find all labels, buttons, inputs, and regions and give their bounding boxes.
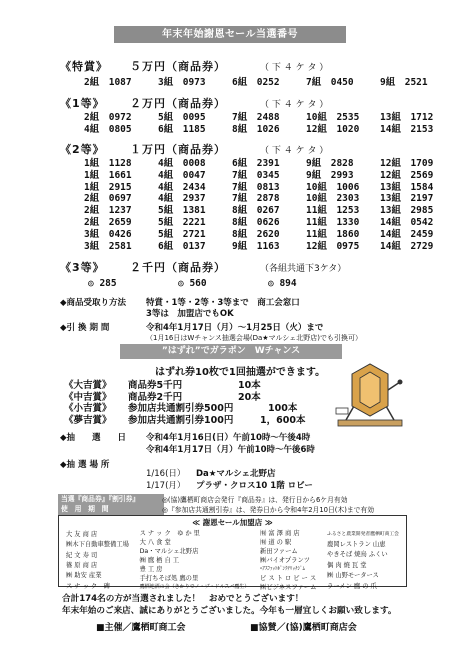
winning-number: 11組 1330 <box>306 216 360 228</box>
winning-number: 7組 0345 <box>232 169 280 181</box>
winning-number: 9組 2993 <box>306 169 354 181</box>
winning-number: 7組 2878 <box>232 193 280 205</box>
store-name: 手打ちそば処 鷹の里 <box>139 575 199 582</box>
wchance-banner: ”はずれ”でガラポン Wチャンス <box>120 344 342 359</box>
thanks-line-1: 合計174名の方が当選されました！ おめでとうございます！ <box>62 594 304 604</box>
winning-number: 2組 0972 <box>84 112 132 123</box>
prize-note: （各組共通下3ケタ） <box>260 264 347 274</box>
winning-number: 2組 1087 <box>84 77 132 88</box>
winning-number: 11組 1253 <box>306 205 360 217</box>
prize-2-heading <box>60 141 328 157</box>
wchance-prize: 《大吉賞》 商品券5千円 10本 <box>64 380 261 391</box>
winning-number: 8組 1026 <box>232 123 280 135</box>
winning-number: 4組 0805 <box>84 123 132 135</box>
winning-number: 1組 2915 <box>84 181 132 193</box>
store-name: ﾍｱｽﾌｧｯﾄﾎﾟﾝｸﾁﾘｯﾁｼﾞﾑ <box>260 565 306 572</box>
winning-number: 2組 0697 <box>84 193 132 205</box>
winning-number: ◎ 285 <box>88 278 117 289</box>
validity-label-line: 使 用 期 間 <box>61 504 109 513</box>
winning-number: 4組 2434 <box>158 181 206 193</box>
prize-rank: 《3等》 <box>60 261 105 274</box>
store-name: ス ナ ッ ク ゆ か 里 <box>139 530 200 537</box>
winning-number: 5組 2221 <box>158 216 206 228</box>
validity-notes <box>162 495 374 515</box>
member-stores-title: ≪ 謝恩セール加盟店 ≫ <box>192 518 273 527</box>
number-row <box>84 217 454 229</box>
winning-number: 8組 2620 <box>232 228 280 240</box>
number-row <box>84 229 454 241</box>
prize-2-numbers <box>84 158 454 252</box>
winning-number: 13組 2197 <box>380 193 434 205</box>
winning-number: 7組 0813 <box>232 181 280 193</box>
winning-number: 5組 0095 <box>158 112 206 123</box>
winning-number: 13組 2985 <box>380 205 434 217</box>
number-row <box>84 124 454 136</box>
winning-number: 13組 1584 <box>380 181 434 193</box>
draw-place-label: ◆抽 選 場 所 <box>60 460 110 470</box>
winning-number: 9組 2828 <box>306 158 354 169</box>
store-name: ㈱ 鷹 栖 自 工 <box>139 557 180 564</box>
wchance-lead: はずれ券10枚で1回抽選ができます。 <box>155 367 326 378</box>
number-row <box>84 193 454 205</box>
winning-number: 6組 2391 <box>232 158 280 169</box>
winning-number: 10組 2535 <box>306 112 360 123</box>
prize-rank: 《特賞》 <box>60 60 108 73</box>
number-row <box>84 112 454 124</box>
winning-number: 14組 0542 <box>380 216 434 228</box>
winning-number: 10組 1006 <box>306 181 360 193</box>
exchange-label: ◆引 換 期 間 <box>60 323 110 333</box>
number-row <box>84 241 454 253</box>
footer-organizer: ■主催／鷹栖町商工会 <box>96 623 186 633</box>
winning-number: 2組 1237 <box>84 205 132 217</box>
store-name: ㈱バイオプランツ <box>260 557 311 564</box>
winning-number: 8組 0626 <box>232 216 280 228</box>
member-column <box>324 528 402 591</box>
winning-number: 7組 2488 <box>232 112 280 123</box>
winning-number: 6組 0137 <box>158 240 206 252</box>
winning-number: 3組 2581 <box>84 240 132 252</box>
member-column <box>257 528 319 591</box>
store-name: 鷹栖地酒の会（きかりでノ・ブ・ドルスパ鷹生） <box>139 583 250 590</box>
winning-number: 1組 1128 <box>84 158 132 169</box>
store-name: ラーメン 鷹 の 爪 <box>327 582 377 590</box>
draw-date-2: 令和4年1月17日（月）午前10時～午後6時 <box>146 445 315 455</box>
winning-number: 4組 2937 <box>158 193 206 205</box>
store-name: 大 友 商 店 <box>66 530 98 538</box>
member-stores-box <box>58 515 407 591</box>
prize-1-heading <box>60 95 328 111</box>
winning-number: 6組 0252 <box>232 77 280 88</box>
store-name: ㈱ 山野モータース <box>327 572 379 580</box>
exchange-text-2: （1月16日はWチャンス抽選会場(Da★マルシェ北野店)でも引換可） <box>146 334 362 342</box>
prize-special-numbers <box>84 77 454 89</box>
draw-date-1: 令和4年1月16日(日）午前10時～午後4時 <box>146 433 311 443</box>
store-name: 大 八 食 堂 <box>139 539 171 546</box>
footer-sponsor: ■協賛／(協)鷹栖町商店会 <box>250 623 357 633</box>
prize-3-heading <box>60 259 346 275</box>
validity-note: ◎『参加店共通割引券』は、発券日から令和4年2月10日(木)まで有効 <box>162 506 375 514</box>
store-name: 篠 原 商 店 <box>66 561 98 569</box>
member-column <box>137 528 253 591</box>
winning-number: 14組 2729 <box>380 240 434 252</box>
number-row <box>84 158 454 170</box>
wchance-prize: 《小吉賞》 参加店共通割引券500円 100本 <box>64 403 298 414</box>
prize-1-numbers <box>84 112 454 136</box>
number-row <box>84 182 454 194</box>
store-name: 紀 文 寿 司 <box>66 551 98 559</box>
winning-number: ◎ 894 <box>268 278 297 289</box>
winning-number: 1組 1661 <box>84 169 132 181</box>
store-name: ㈱木下自動車整備工場 <box>66 541 129 549</box>
prize-3-numbers <box>88 278 358 289</box>
prize-note: （ 下 ４ ケ タ ） <box>260 100 329 110</box>
store-name: 鹿岡レストラン 山恵 <box>327 540 386 548</box>
member-column <box>63 528 132 591</box>
store-name: 豊 工 房 <box>139 566 163 573</box>
winning-number: 4組 0047 <box>158 169 206 181</box>
store-name: ビ ス ト ロ ピ ー ス <box>260 574 317 582</box>
thanks-line-2: 年末年始のご来店、誠にありがとうございました。今年も一層宜しくお願い致します。 <box>62 606 397 616</box>
store-name: ㈱ 助安 産業 <box>66 572 102 580</box>
page-title: 年末年始謝恩セール当選番号 <box>114 26 346 43</box>
draw-place-1: Da★マルシェ北野店 <box>196 469 276 479</box>
winning-number: 7組 0450 <box>306 77 354 88</box>
prize-rank: 《1等》 <box>60 97 105 110</box>
store-name: ㈲ 富 澤 商 店 <box>260 530 300 537</box>
draw-place-2: プラザ・クロス10 1階 ロビー <box>196 481 313 491</box>
winning-number: ◎ 560 <box>178 278 207 289</box>
store-name: ㈲ 道 の 駅 <box>260 539 292 546</box>
exchange-text-1: 令和4年1月17日（月）～1月25日（火）まで <box>146 323 324 333</box>
winning-number: 5組 1381 <box>158 205 206 217</box>
winning-number: 9組 1163 <box>232 240 280 252</box>
winning-number: 4組 0008 <box>158 158 206 169</box>
store-name: ス ナ ッ ク 碑 <box>66 582 110 590</box>
winning-number: 5組 2721 <box>158 228 206 240</box>
number-row <box>84 170 454 182</box>
wchance-prize: 《夢吉賞》 参加店共通割引券100円 1，600本 <box>64 414 306 426</box>
receive-text-2: 3等は 加盟店でもOK <box>146 309 234 319</box>
prize-note: （ 下 ４ ケ タ ） <box>260 63 329 73</box>
winning-number: 6組 1185 <box>158 123 206 135</box>
store-name: 偶 肉 焼 瓦 堂 <box>327 561 367 569</box>
validity-label <box>58 494 164 515</box>
winning-number: 8組 0267 <box>232 205 280 217</box>
prize-special-heading <box>60 58 328 74</box>
winning-number: 14組 2459 <box>380 228 434 240</box>
winning-number: 12組 0975 <box>306 240 360 252</box>
wchance-prize-list <box>64 380 305 426</box>
store-name: Da・マルシェ北野店 <box>139 548 199 555</box>
winning-number: 10組 2303 <box>306 193 360 205</box>
store-name: ふるさと農業開発者鷹栖町商工会 <box>327 531 399 537</box>
prize-amount: ２千円（商品券） <box>130 261 226 274</box>
winning-number: 12組 1020 <box>306 123 360 135</box>
winning-number: 3組 0973 <box>158 77 206 88</box>
wchance-prize: 《中吉賞》 商品券2千円 20本 <box>64 391 261 403</box>
store-name: ㈱ビジネスファーム <box>260 583 317 591</box>
prize-amount: １万円（商品券） <box>130 143 226 156</box>
lottery-drum-illustration <box>332 362 408 432</box>
winning-number: 9組 2521 <box>380 77 428 88</box>
winning-number: 12組 2569 <box>380 169 434 181</box>
winning-number: 12組 1709 <box>380 158 434 169</box>
receive-label: ◆商品受取り方法 <box>60 298 127 308</box>
number-row <box>84 205 454 217</box>
draw-date-label: ◆抽 選 日 <box>60 433 127 443</box>
prize-rank: 《2等》 <box>60 143 105 156</box>
draw-place-date-1: 1/16(日） <box>146 469 186 479</box>
winning-number: 13組 1712 <box>380 112 434 123</box>
receive-text-1: 特賞・1等・2等・3等まで 商工会窓口 <box>146 298 300 308</box>
number-row <box>84 77 454 89</box>
prize-amount: ５万円（商品券） <box>130 60 226 73</box>
store-name: 新田ファーム <box>260 548 298 555</box>
validity-note: ◎(協)鷹栖町商店会発行『商品券』は、発行日から6ケ月有効 <box>162 496 348 504</box>
store-name: やきそば 焼鳥 ふくい <box>327 551 388 559</box>
winning-number: 2組 2659 <box>84 216 132 228</box>
winning-number: 14組 2153 <box>380 123 434 135</box>
validity-label-line: 当選『商品券』『割引券』 <box>61 495 140 503</box>
winning-number: 11組 1860 <box>306 228 360 240</box>
winning-number: 3組 0426 <box>84 228 132 240</box>
prize-amount: ２万円（商品券） <box>130 97 226 110</box>
prize-note: （ 下 ４ ケ タ ） <box>260 146 329 156</box>
draw-place-date-2: 1/17(月） <box>146 481 186 491</box>
